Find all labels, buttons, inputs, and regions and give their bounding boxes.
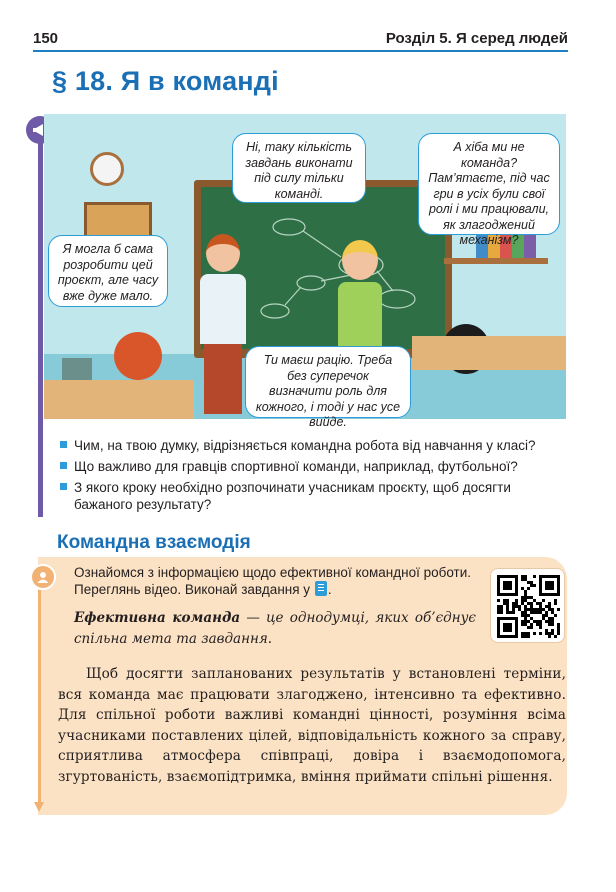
task-icon[interactable]	[315, 581, 327, 596]
speech-bubble-3: Я могла б сама розробити цей проєкт, але часу вже дуже мало.	[48, 235, 168, 307]
bullet-icon	[60, 462, 67, 469]
page-header	[33, 30, 568, 52]
side-bar	[38, 122, 43, 517]
arrow-down-icon	[34, 802, 44, 812]
clock	[90, 152, 124, 186]
running-head: Розділ 5. Я серед людей	[385, 30, 568, 47]
speech-bubble-1: Ні, таку кількість завдань виконати під силу тільки команді.	[232, 133, 366, 203]
qr-code-image	[497, 575, 560, 638]
section-title: § 18. Я в команді	[52, 66, 279, 96]
boy-character	[194, 234, 252, 414]
question-text: З якого кроку необхідно розпочинати учасникам проєкту, щоб досягти бажаного результату?	[74, 480, 511, 512]
question-item	[58, 437, 570, 454]
question-item	[58, 458, 570, 475]
definition-rest: — це однодумці, яких об’єднує спільна мета та завдання.	[74, 610, 476, 647]
shelf	[444, 258, 548, 264]
header-rule	[33, 50, 568, 52]
intro-text-body: Ознайомся з інформацією щодо ефективної командної роботи. Переглянь відео. Виконай завдання у	[74, 565, 472, 597]
definition	[74, 608, 476, 650]
person-icon	[30, 564, 56, 590]
question-list	[58, 437, 570, 517]
speech-bubble-4: Ти маєш рацію. Треба без суперечок визначити роль для кожного, і тоді у нас усе вийде.	[245, 346, 411, 418]
intro-text	[74, 564, 476, 598]
bullet-icon	[60, 483, 67, 490]
intro-text-end: .	[327, 582, 332, 597]
qr-code[interactable]	[490, 568, 565, 643]
subsection-title: Командна взаємодія	[57, 532, 251, 553]
desk-right	[412, 336, 566, 370]
desk-left	[44, 380, 194, 419]
page-number: 150	[33, 30, 59, 47]
bullet-icon	[60, 441, 67, 448]
info-line	[38, 590, 41, 804]
question-text: Що важливо для гравців спортивної команди, наприклад, футбольної?	[74, 459, 518, 474]
question-text: Чим, на твою думку, відрізняється командна робота від навчання у класі?	[74, 438, 536, 453]
question-item	[58, 479, 570, 513]
definition-term: Ефективна команда	[74, 610, 241, 626]
seated-girl	[114, 332, 162, 380]
speech-bubble-2: А хіба ми не команда? Пам’ятаєте, під час гри в усіх були свої ролі і ми працювали, як злагоджений механізм?	[418, 133, 560, 235]
body-paragraph: Щоб досягти запланованих результатів у встановлені терміни, вся команда має працювати злагоджено, інтенсивно та ефективно. Для спільної роботи важливі командні цінності, розуміння всіма учасниками поставлених цілей, відповідальність кожного за справу, сприятлива атмосфера співпраці, довіра і взаємодопомога, згуртованість, взаємопідтримка, вміння приймати спільні рішення.	[58, 666, 566, 785]
